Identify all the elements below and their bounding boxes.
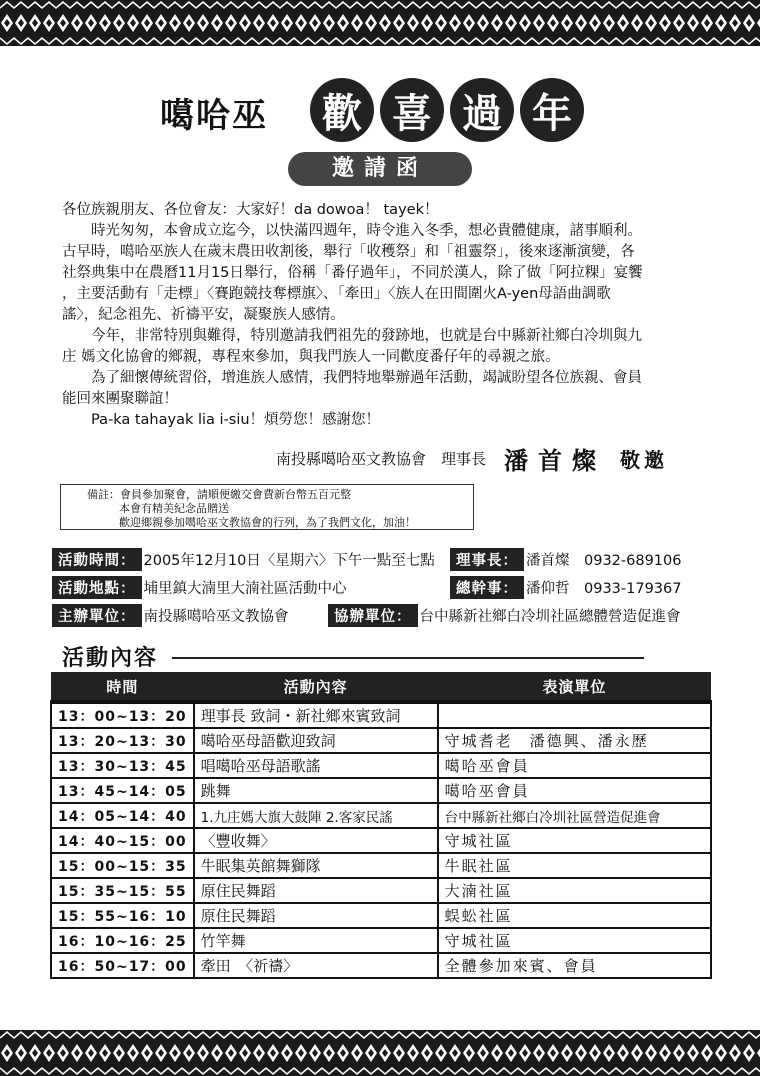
letter-line: 各位族親朋友、各位會友：大家好！da dowoa！ tayek！: [62, 202, 439, 218]
info-place: [52, 576, 347, 598]
letter-line: 為了細懷傳統習俗，增進族人感情，我們特地舉辦過年活動，竭誠盼望各位族親、會員: [62, 370, 642, 386]
row-time: 16：50~17：00: [51, 953, 194, 978]
title-row: [0, 78, 760, 148]
row-time: 15：35~15：55: [51, 878, 194, 903]
letter-line: Pa-ka tahayak lia i-siu！煩勞您！感謝您！: [62, 412, 381, 428]
row-activity: 原住民舞蹈: [194, 903, 438, 928]
info-host: [52, 604, 289, 626]
row-performer: 大湳社區: [438, 878, 711, 903]
title-char-4: 年: [520, 78, 584, 142]
letter-line: 能回來團聚聯誼！: [62, 391, 178, 407]
row-activity: 牽田 〈祈禱〉: [194, 953, 438, 978]
row-performer: 噶哈巫會員: [438, 778, 711, 803]
letter-line: 今年，非常特別與難得，特別邀請我們祖先的發跡地，也就是台中縣新社鄉白冷圳與九: [62, 328, 642, 344]
table-row: [51, 803, 711, 828]
info-secretary-value: 潘仰哲 0933-179367: [526, 580, 682, 597]
table-row: [51, 928, 711, 953]
info-time: [52, 548, 435, 570]
header-time: 時間: [51, 672, 194, 702]
letter-line: 社祭典集中在農曆11月15日舉行，俗稱「番仔過年」，不同於漢人，除了做「阿拉粿」宴饗: [62, 265, 643, 281]
info-secretary: [450, 576, 682, 598]
row-time: 15：55~16：10: [51, 903, 194, 928]
row-time: 13：45~14：05: [51, 778, 194, 803]
table-row: [51, 702, 711, 728]
title-circles: [310, 78, 584, 142]
invitation-label: 邀請函: [288, 152, 472, 186]
header-performer: 表演單位: [438, 672, 711, 702]
row-activity: 跳舞: [194, 778, 438, 803]
info-place-value: 埔里鎮大湳里大湳社區活動中心: [143, 580, 347, 597]
letter-line: 謠〉，紀念祖先、祈禱平安，凝聚族人感情。: [62, 307, 345, 323]
letter-line: 時光匆匆，本會成立迄今，以快滿四週年，時令進入冬季，想必貴體健康，諸事順利。: [62, 223, 642, 239]
letter-body: [62, 200, 712, 431]
title-char-2: 喜: [380, 78, 444, 142]
info-time-label: 活動時間：: [52, 548, 142, 571]
note-line: 本會有精美紀念品贈送: [119, 502, 229, 515]
table-row: [51, 953, 711, 978]
table-row: [51, 828, 711, 853]
schedule-header-row: [51, 672, 711, 702]
row-performer: 台中縣新社鄉白冷圳社區營造促進會: [438, 803, 711, 828]
row-performer: 牛眠社區: [438, 853, 711, 878]
tribal-pattern: [0, 1030, 760, 1076]
info-secretary-label: 總幹事：: [450, 576, 524, 599]
row-performer: 蜈蚣社區: [438, 903, 711, 928]
row-activity: 1.九庄媽大旗大鼓陣 2.客家民謠: [194, 803, 438, 828]
section-title: 活動內容: [62, 646, 159, 671]
info-chair: [450, 548, 682, 570]
row-time: 14：40~15：00: [51, 828, 194, 853]
title-char-3: 過: [450, 78, 514, 142]
info-cohost-value: 台中縣新社鄉白冷圳社區總體營造促進會: [419, 608, 681, 625]
table-row: [51, 903, 711, 928]
title-char-1: 歡: [310, 78, 374, 142]
tribal-pattern: [0, 0, 760, 46]
table-row: [51, 853, 711, 878]
row-performer: 全體參加來賓、會員: [438, 953, 711, 978]
letter-line: 庄 媽文化協會的鄉親，專程來參加，與我門族人一同歡度番仔年的尋親之旅。: [62, 349, 560, 365]
row-activity: 牛眠集英館舞獅隊: [194, 853, 438, 878]
section-divider: [172, 657, 644, 659]
decorative-band-top: [0, 0, 760, 46]
note-line: 歡迎鄉親參加噶哈巫文教協會的行列，為了我們文化，加油！: [119, 516, 416, 529]
signature-org: 南投縣噶哈巫文教協會 理事長: [276, 449, 487, 468]
info-host-value: 南投縣噶哈巫文教協會: [143, 608, 289, 625]
schedule-table: [50, 672, 712, 979]
row-time: 16：10~16：25: [51, 928, 194, 953]
decorative-band-bottom: [0, 1030, 760, 1076]
row-time: 15：00~15：35: [51, 853, 194, 878]
row-time: 13：00~13：20: [51, 702, 194, 728]
row-time: 14：05~14：40: [51, 803, 194, 828]
info-chair-value: 潘首燦 0932-689106: [526, 552, 682, 569]
row-activity: 〈豐收舞〉: [194, 828, 438, 853]
row-activity: 原住民舞蹈: [194, 878, 438, 903]
row-performer: 噶哈巫會員: [438, 753, 711, 778]
note-box: [60, 484, 474, 530]
table-row: [51, 878, 711, 903]
info-cohost: [328, 604, 681, 626]
info-chair-label: 理事長：: [450, 548, 524, 571]
letter-line: 古早時，噶哈巫族人在歲末農田收割後，舉行「收穫祭」和「祖靈祭」，後來逐漸演變，各: [62, 244, 635, 260]
table-row: [51, 728, 711, 753]
brand-title: 噶哈巫: [160, 96, 268, 136]
row-time: 13：30~13：45: [51, 753, 194, 778]
info-place-label: 活動地點：: [52, 576, 142, 599]
row-activity: 理事長 致詞・新社鄉來賓致詞: [194, 702, 438, 728]
note-line: 備註：會員參加聚會，請順便繳交會費新台幣五百元整: [87, 488, 351, 501]
row-performer: 守城社區: [438, 828, 711, 853]
row-activity: 竹竿舞: [194, 928, 438, 953]
row-performer: 守城社區: [438, 928, 711, 953]
table-row: [51, 753, 711, 778]
signature-ack: 敬邀: [620, 447, 669, 472]
info-cohost-label: 協辦單位：: [328, 604, 418, 627]
row-activity: 唱噶哈巫母語歌謠: [194, 753, 438, 778]
table-row: [51, 778, 711, 803]
signature-name: 潘首燦: [504, 445, 607, 475]
letter-line: ，主要活動有「走標」〈賽跑競技奪標旗〉、「牽田」〈族人在田間圍火A-yen母語曲調歌: [62, 286, 611, 302]
info-time-value: 2005年12月10日〈星期六〉下午一點至七點: [143, 552, 435, 569]
signature: [276, 444, 669, 475]
info-host-label: 主辦單位：: [52, 604, 142, 627]
row-activity: 噶哈巫母語歡迎致詞: [194, 728, 438, 753]
header-activity: 活動內容: [194, 672, 438, 702]
row-performer: [438, 702, 711, 728]
row-time: 13：20~13：30: [51, 728, 194, 753]
row-performer: 守城耆老 潘德興、潘永歷: [438, 728, 711, 753]
